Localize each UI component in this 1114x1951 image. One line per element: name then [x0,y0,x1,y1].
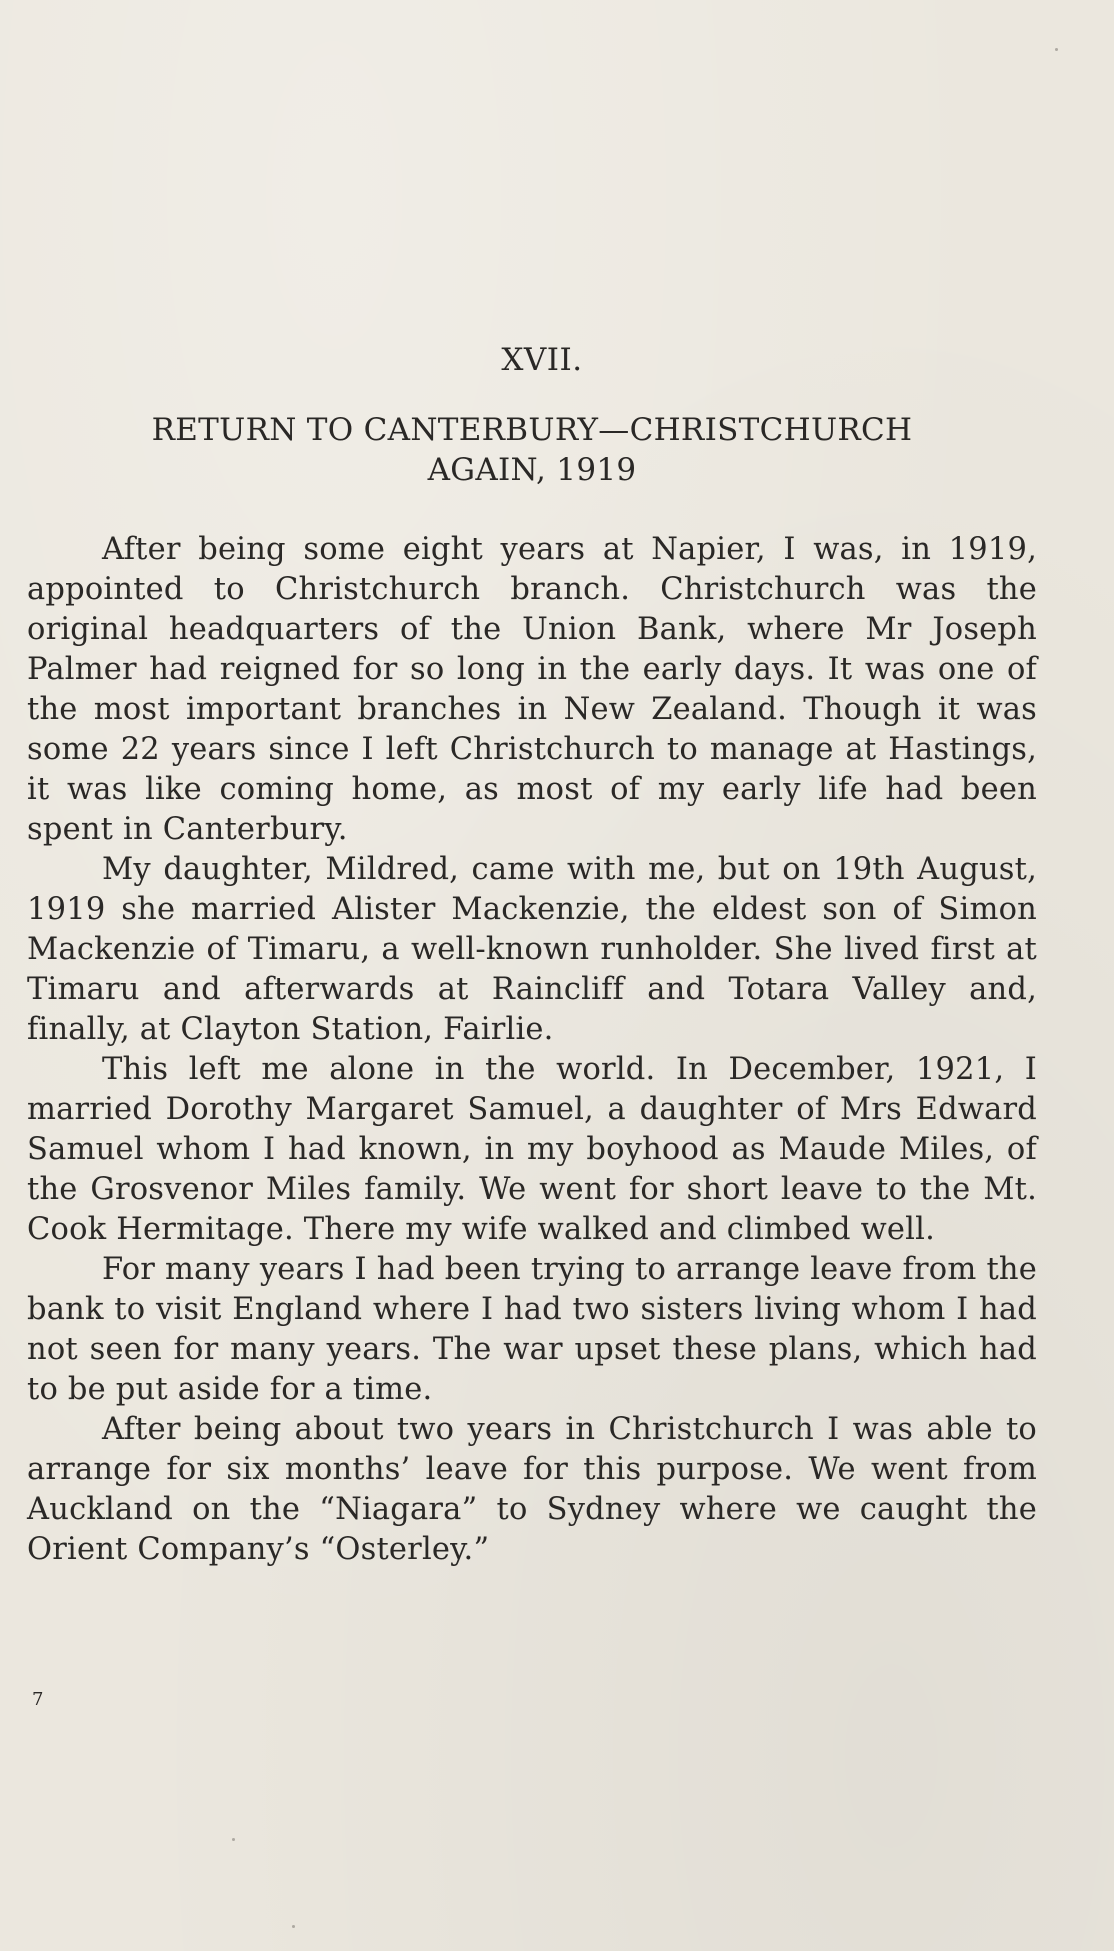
paper-speck [1055,48,1058,51]
chapter-number: XVII. [501,342,583,378]
paragraph-3: This left me alone in the world. In December, 1921, I married Dorothy Margaret Samuel, a daughter of Mrs Edward Samuel whom I had known, in my boyhood as Maude Miles, of the Grosvenor Miles family. We went for short leave to the Mt. Cook Hermitage. There my wife walked and climbed well. [27,1052,1037,1247]
paragraph-4: For many years I had been trying to arrange leave from the bank to visit England where I had two sisters living whom I had not seen for many years. The war upset these plans, which had to be put aside for a time. [27,1252,1037,1407]
chapter-title [27,410,1037,490]
chapter-title-line-1: RETURN TO CANTERBURY—CHRISTCHURCH [151,412,913,448]
paper-speck [292,1925,295,1928]
paragraph-2: My daughter, Mildred, came with me, but on 19th August, 1919 she married Alister Mackenzie, the eldest son of Simon Mackenzie of Timaru, a well-known runholder. She lived first at Timaru and afterwards at Raincliff and Totara Valley and, finally, at Clayton Station, Fairlie. [27,852,1037,1047]
paragraph-5: After being about two years in Christchurch I was able to arrange for six months’ leave for this purpose. We went from Auckland on the “Niagara” to Sydney where we caught the Orient Company’s “Osterley.” [27,1412,1037,1567]
chapter-title-line-2: AGAIN, 1919 [427,452,637,488]
paragraph-1: After being some eight years at Napier, I was, in 1919, appointed to Christchurch branch. Christchurch was the original headquarters of the Union Bank, where Mr Joseph Palmer had reigned for so long in the early days. It was one of the most important branches in New Zealand. Though it was some 22 years since I left Christchurch to manage at Hastings, it was like coming home, as most of my early life had been spent in Canterbury. [27,532,1037,847]
folio-signature-mark: 7 [32,1689,44,1710]
text-block [27,340,1037,1570]
paper-speck [232,1838,235,1841]
